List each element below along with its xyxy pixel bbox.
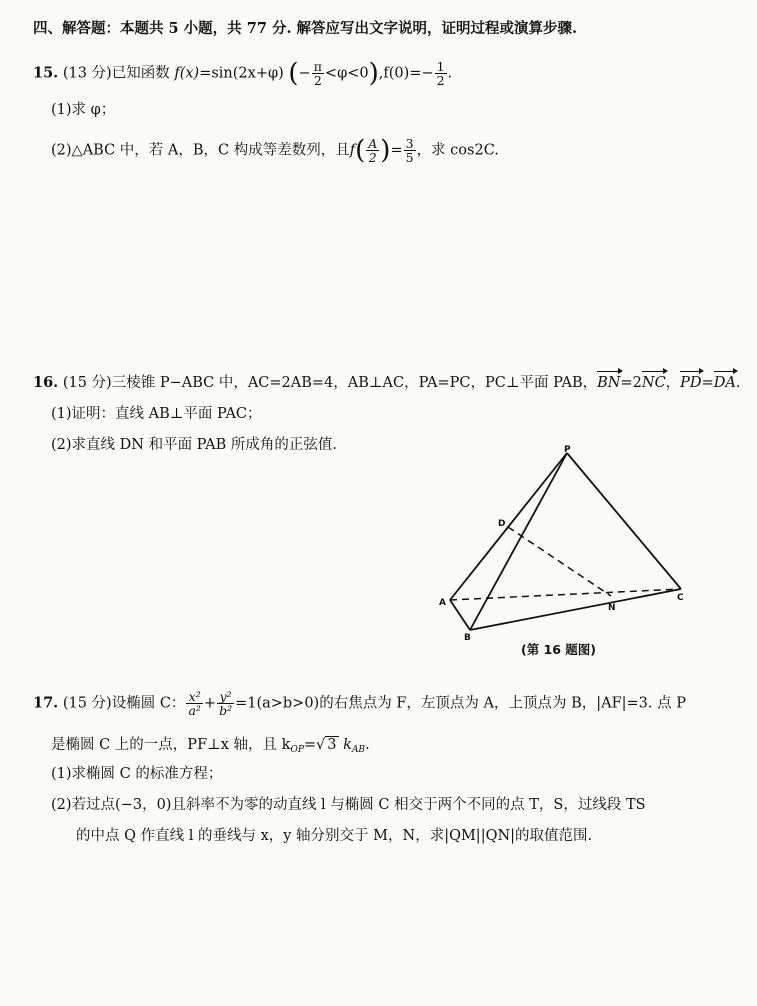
section-header: 四、解答题：本题共 5 小题，共 77 分. 解答应写出文字说明，证明过程或演算步骤. <box>33 20 578 37</box>
label-D: D <box>498 519 506 529</box>
edge-AB <box>450 600 470 630</box>
edge-PB <box>470 453 567 630</box>
q17-part1: (1)求椭圆 C 的标准方程； <box>51 766 223 782</box>
tetrahedron-figure <box>430 440 690 650</box>
q17-x2-over-a2: $\frac{\text{x²}}{\text{a²}}$ <box>188 689 201 718</box>
edge-PC <box>567 453 681 589</box>
q15-eq: =sin(2x+φ) <box>199 65 284 82</box>
label-C: C <box>677 593 684 603</box>
question-16-stem: 16. (15 分)三棱锥 P−ABC 中，AC=2AB=4，AB⊥AC，PA=PC，PC⊥平面 PAB，BN=2NC，PD=DA. <box>33 374 741 391</box>
label-B: B <box>464 633 471 643</box>
q15-part1: (1)求 φ； <box>51 102 116 118</box>
q15-cond: <φ<0 <box>324 65 369 82</box>
edge-BC <box>470 589 681 630</box>
label-A: A <box>439 598 446 608</box>
q16-score: (15 分) <box>62 375 112 391</box>
q15-lparen: ( <box>288 58 299 89</box>
q15-fx: f(x) <box>174 65 200 82</box>
q15-intro: 已知函数 <box>111 65 170 82</box>
q15-minus: − <box>298 65 311 82</box>
q17-number: 17. <box>33 694 59 712</box>
q15-cond2: ,f(0)=− <box>378 65 434 82</box>
vector-NC: NC <box>641 375 666 391</box>
q17-part2-line2: 的中点 Q 作直线 l 的垂线与 x，y 轴分别交于 M，N，求|QM||QN|的取值范围. <box>76 828 593 844</box>
label-P: P <box>564 445 571 455</box>
q15-number: 15. <box>33 64 59 82</box>
question-15-stem: 15. (13 分)已知函数 f(x)=sin(2x+φ) (− $\frac{\pi}{2}$ <φ<0),f(0)=− $\frac{1}{2}$ . <box>33 58 453 89</box>
q17-stem-line2: 是椭圆 C 上的一点，PF⊥x 轴，且 $k_{OP}=√$ 3 $k_{AB}$. <box>51 737 370 755</box>
q15-score: (13 分) <box>62 65 112 82</box>
q17-score: (15 分) <box>62 695 112 712</box>
q15-a-over-2: $\frac{A}{2}$ <box>368 136 378 165</box>
q15-one-half: $\frac{1}{2}$ <box>436 59 445 88</box>
q15-pi-over-2: $\frac{\pi}{2}$ <box>313 59 322 88</box>
q15-rparen: ) <box>368 58 379 89</box>
vector-BN: BN <box>597 375 621 391</box>
segment-DN <box>508 527 611 596</box>
question-17-stem: 17. (15 分)设椭圆 C： $\frac{\text{x²}}{\text{a²}}$ + $\frac{\text{y²}}{\text{b²}}$ =1(a>b>0)的右焦点为 F，左顶点为 A，上顶点为 B，|AF|=3. 点 P <box>33 689 686 718</box>
vector-PD: PD <box>680 375 702 391</box>
q16-part1: (1)证明：直线 AB⊥平面 PAC； <box>51 406 262 422</box>
q15-three-fifths: $\frac{3}{5}$ <box>405 136 414 165</box>
q16-part2: (2)求直线 DN 和平面 PAB 所成角的正弦值. <box>51 437 337 453</box>
q15-part2: (2)△ABC 中，若 A，B，C 构成等差数列，且f( $\frac{A}{2}$ )= $\frac{3}{5}$ ，求 cos2C. <box>51 135 499 166</box>
q17-y2-over-b2: $\frac{\text{y²}}{\text{b²}}$ <box>219 689 233 718</box>
figure-caption: (第 16 题图) <box>521 642 597 657</box>
edge-AC-hidden <box>450 589 681 600</box>
q17-part2-line1: (2)若过点(−3，0)且斜率不为零的动直线 l 与椭圆 C 相交于两个不同的点 T，S，过线段 TS <box>51 797 646 813</box>
q16-number: 16. <box>33 374 59 391</box>
vector-DA: DA <box>713 375 736 391</box>
label-N: N <box>608 603 616 613</box>
